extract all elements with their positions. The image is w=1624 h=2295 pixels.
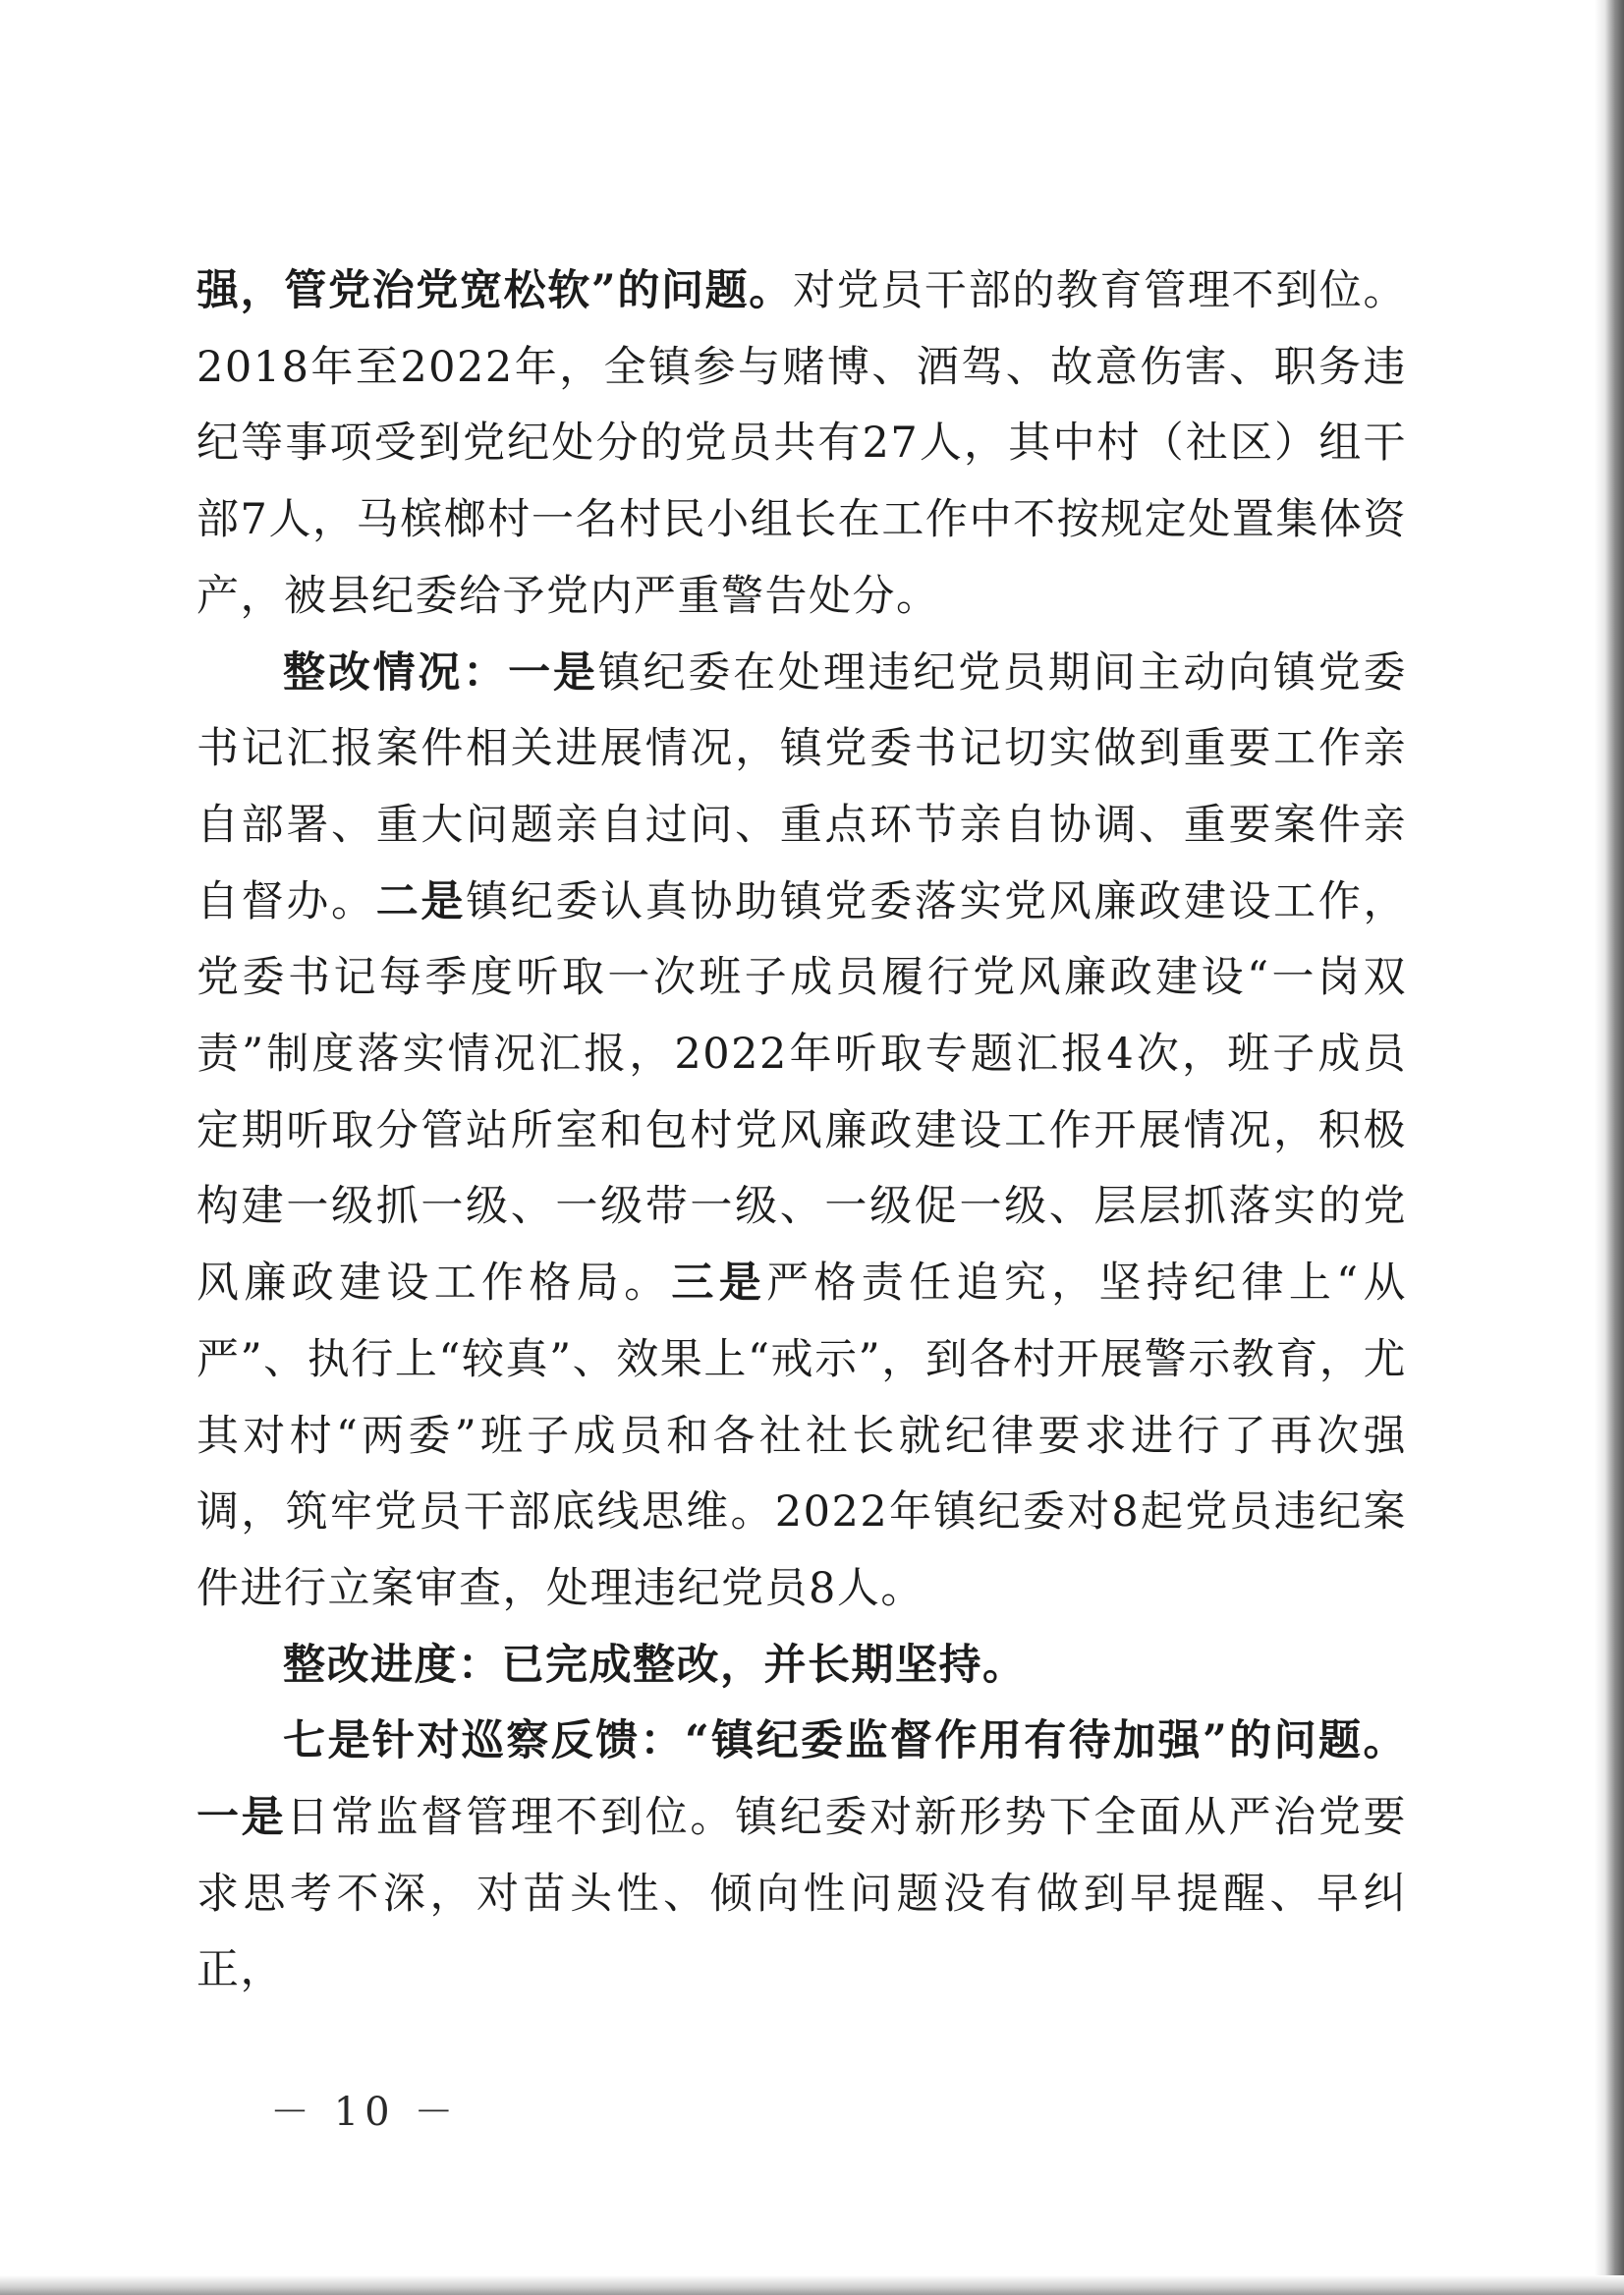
page-number: － 10 － [270,2090,460,2135]
paragraph-1-bold-lead: 强，管党治党宽松软”的问题。 [196,266,793,315]
item-1-text: 镇纪委在处理违纪党员期间主动向镇党委书记汇报案件相关进展情况，镇党委书记切实做到重要工作亲自部署、重大问题亲自过问、重点环节亲自协调、重要案件亲自督办。 [196,647,1407,926]
scan-edge-right [1595,0,1624,2295]
document-body [196,253,1407,2009]
item-1-label-2: 一是 [196,1793,287,1843]
paragraph-1 [196,253,1407,636]
rectification-label: 整改情况： [283,647,509,698]
paragraph-2 [196,636,1407,1628]
item-2-label: 二是 [375,876,467,926]
item-1-label: 一是 [508,647,598,698]
progress-paragraph: 整改进度：已完成整改，并长期坚持。 [283,1640,1027,1690]
item-1-text-2: 日常监督管理不到位。镇纪委对新形势下全面从严治党要求思考不深，对苗头性、倾向性问题没有做到早提醒、早纠正， [196,1793,1408,1995]
section-heading: 七是针对巡察反馈：“镇纪委监督作用有待加强”的问题。 [283,1716,1407,1766]
item-2-text: 镇纪委认真协助镇党委落实党风廉政建设工作，党委书记每季度听取一次班子成员履行党风廉政建设“一岗双责”制度落实情况汇报，2022年听取专题汇报4次，班子成员定期听取分管站所室和包村党风廉政建设工作开展情况，积极构建一级抓一级、一级带一级、一级促一级、层层抓落实的党风廉政建设工作格局。 [196,876,1408,1309]
item-3-label: 三是 [671,1259,767,1309]
item-3-text: 严格责任追究，坚持纪律上“从严”、执行上“较真”、效果上“戒示”，到各村开展警示教育，尤其对村“两委”班子成员和各社社长就纪律要求进行了再次强调，筑牢党员干部底线思维。2022年镇纪委对8起党员违纪案件进行立案审查，处理违纪党员8人。 [196,1259,1408,1613]
paragraph-4 [196,1704,1407,2009]
paragraph-1-text: 对党员干部的教育管理不到位。2018年至2022年，全镇参与赌博、酒驾、故意伤害、职务违纪等事项受到党纪处分的党员共有27人，其中村（社区）组干部7人，马槟榔村一名村民小组长在工作中不按规定处置集体资产，被县纪委给予党内严重警告处分。 [196,266,1408,621]
scan-edge-bottom [0,2275,1624,2295]
